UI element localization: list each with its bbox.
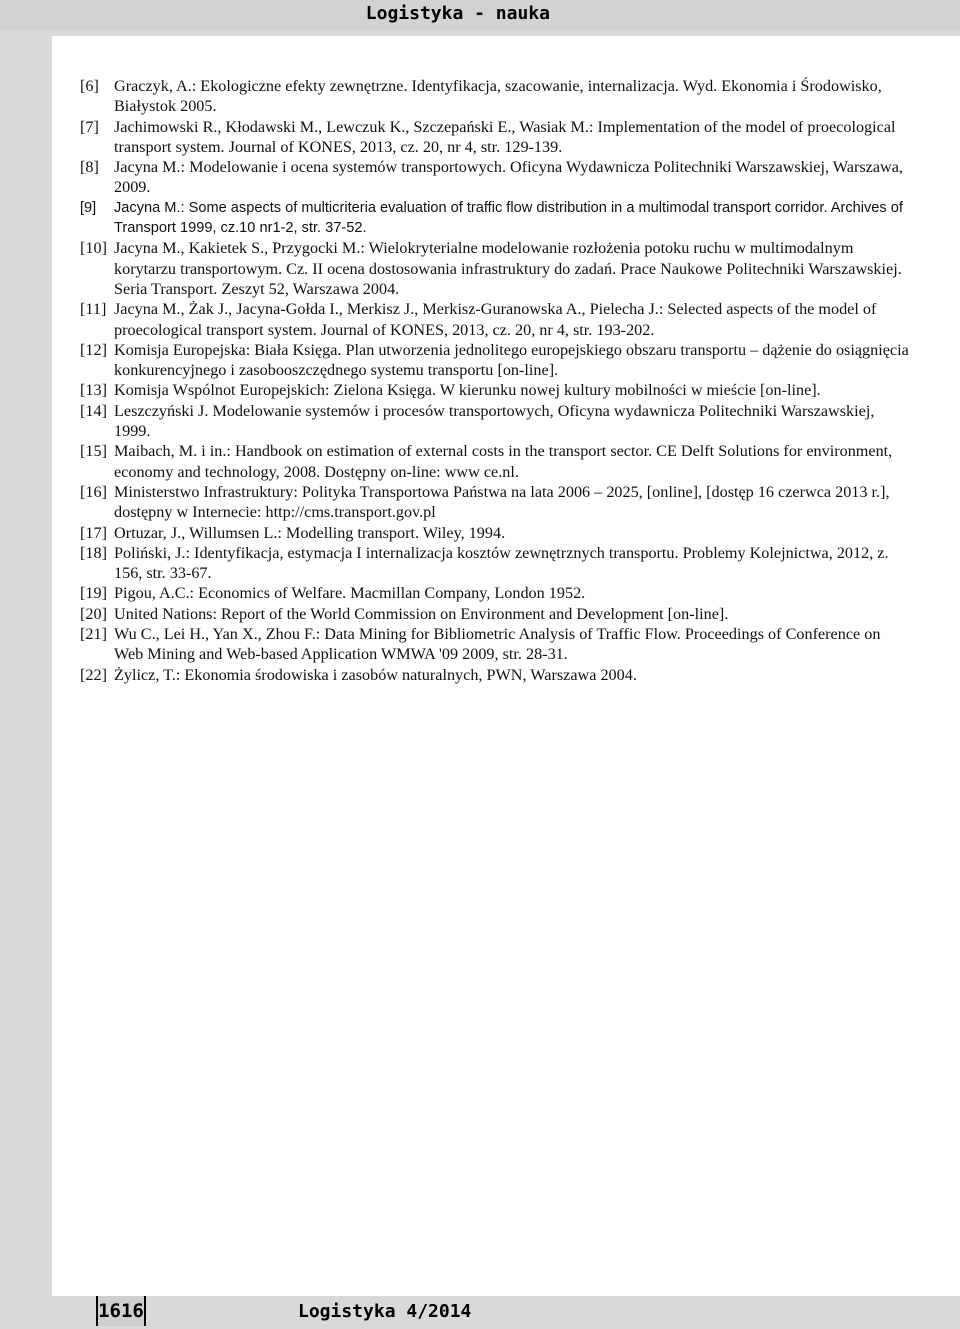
reference-text: Jacyna M.: Some aspects of multicriteria evaluation of traffic flow distribution in a multimodal transport corridor. Archives of Transport 1999, cz.10 nr1-2, str. 37-52. <box>114 199 903 237</box>
page-bottom-margin <box>52 1286 960 1296</box>
reference-list <box>80 76 910 685</box>
reference-item <box>80 441 910 482</box>
reference-item <box>80 157 910 198</box>
reference-number: [10] <box>80 239 107 258</box>
reference-number: [15] <box>80 442 107 461</box>
reference-item <box>80 299 910 340</box>
reference-item <box>80 665 910 685</box>
reference-text: Leszczyński J. Modelowanie systemów i procesów transportowych, Oficyna wydawnicza Politechniki Warszawskiej, 1999. <box>114 401 875 441</box>
reference-text: United Nations: Report of the World Commission on Environment and Development [on-line]. <box>114 604 729 623</box>
reference-item <box>80 340 910 381</box>
reference-number: [13] <box>80 381 107 400</box>
reference-item <box>80 583 910 603</box>
reference-text: Graczyk, A.: Ekologiczne efekty zewnętrzne. Identyfikacja, szacowanie, internalizacja. Wyd. Ekonomia i Środowisko, Białystok 2005. <box>114 77 882 116</box>
reference-text: Jachimowski R., Kłodawski M., Lewczuk K., Szczepański E., Wasiak M.: Implementation of the model of proecological transport system. Journal of KONES, 2013, cz. 20, nr 4, str. 129-139. <box>114 117 896 156</box>
reference-number: [20] <box>80 604 107 623</box>
reference-number: [19] <box>80 584 107 603</box>
reference-text: Poliński, J.: Identyfikacja, estymacja I internalizacja kosztów zewnętrznych transportu. Problemy Kolejnictwa, 2012, z. 156, str. 33-67. <box>114 543 889 583</box>
running-header <box>0 0 960 30</box>
reference-number: [8] <box>80 158 99 177</box>
reference-item <box>80 380 910 400</box>
reference-item <box>80 482 910 523</box>
section-title: Logistyka - nauka <box>365 3 550 24</box>
reference-item <box>80 523 910 543</box>
journal-issue: Logistyka 4/2014 <box>298 1301 472 1322</box>
reference-text: Jacyna M., Kakietek S., Przygocki M.: Wielokryterialne modelowanie rozłożenia potoku ruchu w multimodalnym korytarzu transportowym. Cz. II ocena dostosowania infrastruktury do zadań. Prace Naukowe Politechniki Warszawskiej. Seria Transport. Zeszyt 52, Warszawa 2004. <box>114 239 902 298</box>
reference-number: [9] <box>80 199 97 216</box>
reference-item <box>80 624 910 665</box>
reference-number: [6] <box>80 77 99 95</box>
reference-number: [18] <box>80 543 107 562</box>
page-content <box>52 36 960 1286</box>
reference-text: Ministerstwo Infrastruktury: Polityka Transportowa Państwa na lata 2006 – 2025, [online], [dostęp 16 czerwca 2013 r.], dostępny w Internecie: http://cms.transport.gov.pl <box>114 482 890 522</box>
reference-item <box>80 543 910 584</box>
reference-number: [7] <box>80 117 99 136</box>
reference-item <box>80 401 910 442</box>
reference-item <box>80 117 910 158</box>
reference-item <box>80 198 910 239</box>
reference-text: Wu C., Lei H., Yan X., Zhou F.: Data Mining for Bibliometric Analysis of Traffic Flow. Proceedings of Conference on Web Mining and Web-based Application WMWA '09 2009, str. 28-31. <box>114 625 881 664</box>
reference-text: Żylicz, T.: Ekonomia środowiska i zasobów naturalnych, PWN, Warszawa 2004. <box>114 665 637 684</box>
reference-number: [16] <box>80 482 107 501</box>
reference-number: [22] <box>80 665 107 684</box>
reference-text: Pigou, A.C.: Economics of Welfare. Macmillan Company, London 1952. <box>114 584 586 603</box>
page-footer <box>52 1296 960 1329</box>
reference-text: Jacyna M.: Modelowanie i ocena systemów transportowych. Oficyna Wydawnicza Politechniki Warszawskiej, Warszawa, 2009. <box>114 158 903 197</box>
reference-number: [21] <box>80 625 107 644</box>
reference-item <box>80 238 910 299</box>
reference-number: [11] <box>80 300 107 319</box>
reference-text: Komisja Europejska: Biała Księga. Plan utworzenia jednolitego europejskiego obszaru transportu – dążenie do osiągnięcia konkurencyjnego i zasobooszczędnego systemu transportu [on-line]. <box>114 340 909 380</box>
reference-number: [12] <box>80 340 107 359</box>
reference-text: Maibach, M. i in.: Handbook on estimation of external costs in the transport sector. CE Delft Solutions for environment, economy and technology, 2008. Dostępny on-line: www ce.nl. <box>114 442 893 481</box>
reference-number: [14] <box>80 401 107 420</box>
reference-text: Ortuzar, J., Willumsen L.: Modelling transport. Wiley, 1994. <box>114 523 506 542</box>
page-number: 1616 <box>96 1296 146 1326</box>
reference-text: Komisja Wspólnot Europejskich: Zielona Księga. W kierunku nowej kultury mobilności w mieście [on-line]. <box>114 381 821 400</box>
reference-number: [17] <box>80 523 107 542</box>
reference-item <box>80 604 910 624</box>
reference-item <box>80 76 910 117</box>
reference-text: Jacyna M., Żak J., Jacyna-Gołda I., Merkisz J., Merkisz-Guranowska A., Pielecha J.: Selected aspects of the model of proecological transport system. Journal of KONES, 2013, cz. 20, nr 4, str. 193-202. <box>114 300 877 339</box>
